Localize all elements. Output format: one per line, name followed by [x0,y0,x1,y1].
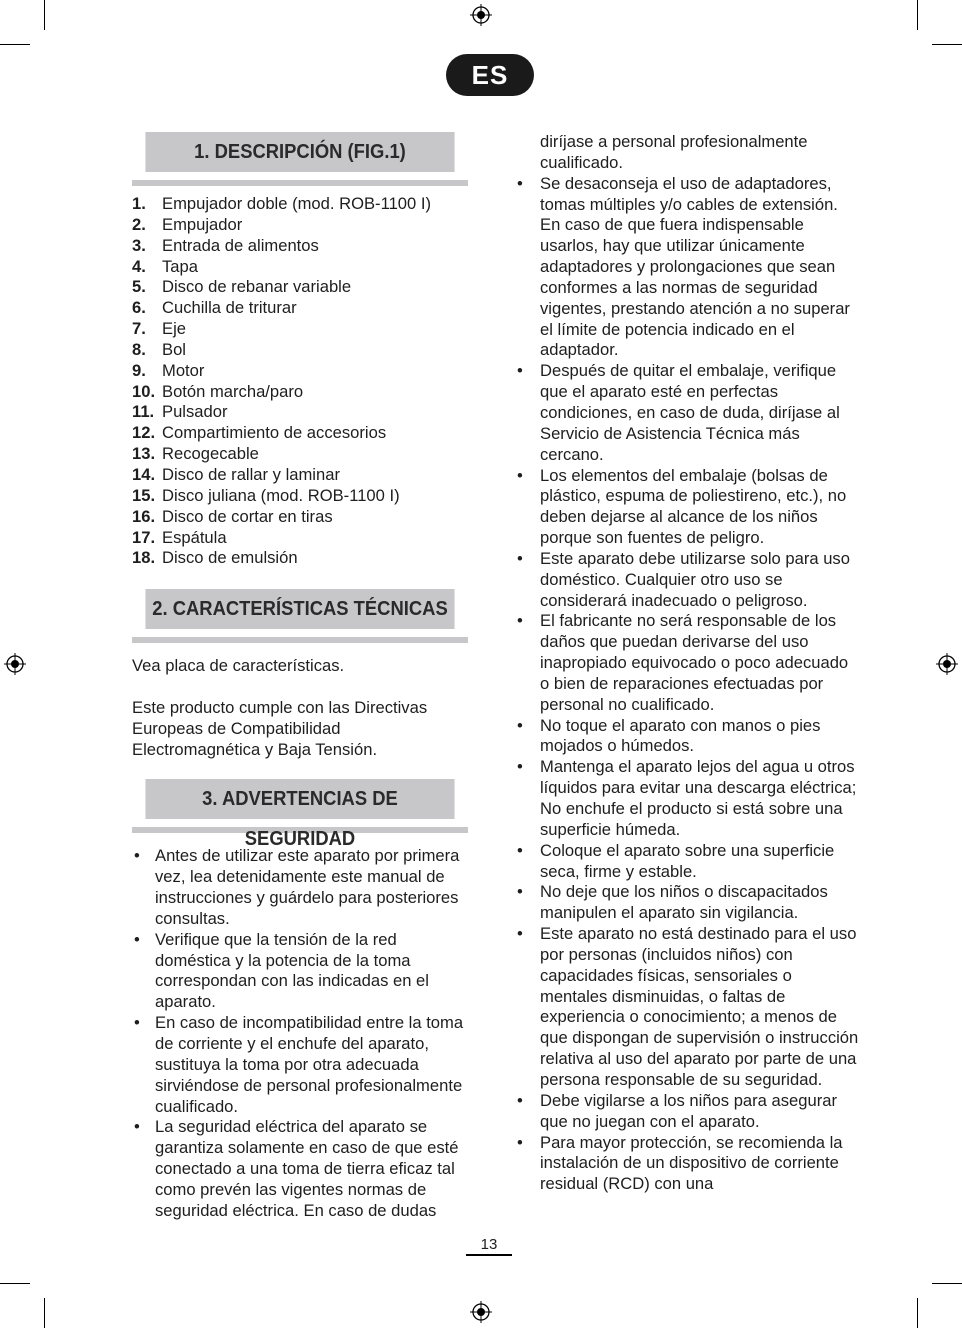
part-label: Espátula [162,527,227,547]
part-number: 9. [132,360,146,380]
part-label: Recogecable [162,444,259,464]
registration-mark-icon [936,653,958,675]
part-item [132,340,468,361]
part-item [132,444,468,465]
language-badge: ES [446,54,534,96]
part-label: Motor [162,360,205,380]
part-number: 15. [132,485,156,505]
part-number: 13. [132,444,156,464]
part-item [132,382,468,403]
part-item [132,215,468,236]
part-item [132,486,468,507]
part-number: 8. [132,339,146,359]
section-title-descripcion: 1. DESCRIPCIÓN (FIG.1) [145,132,454,172]
warning-item: • No deje que los niños o discapacitados manipulen el aparato sin vigilancia. [515,882,860,924]
parts-list [132,194,468,569]
registration-mark-icon [4,653,26,675]
part-item [132,423,468,444]
part-label: Cuchilla de triturar [162,298,297,318]
section-divider [132,180,468,186]
specs-paragraph: Vea placa de características. [132,656,345,676]
part-number: 17. [132,527,156,547]
warning-item: • Verifique que la tensión de la red doméstica y la potencia de la toma correspondan con las indicadas en el aparato. [132,930,468,1013]
part-label: Compartimiento de accesorios [162,423,387,443]
warning-item: • Después de quitar el embalaje, verifique que el aparato esté en perfectas condiciones, en caso de duda, diríjase al Servicio de Asistencia Técnica más cercano. [515,361,860,465]
part-item [132,194,468,215]
section-divider [132,637,468,643]
warning-item: • Este aparato no está destinado para el uso por personas (incluidos niños) con capacidades físicas, sensoriales o mentales disminuidas, o faltas de experiencia o conocimiento; a menos de que dispongan de supervisión o instrucción relativa al uso del aparato por parte de una persona responsable de su seguridad. [515,924,860,1091]
page-number: 13 [480,1236,498,1253]
part-number: 5. [132,277,146,297]
warning-item: • Coloque el aparato sobre una superficie seca, firme y estable. [515,841,860,883]
section-title-caracteristicas: 2. CARACTERÍSTICAS TÉCNICAS [145,589,454,629]
part-item [132,402,468,423]
crop-mark [932,1283,962,1284]
part-item [132,277,468,298]
part-label: Disco juliana (mod. ROB-1100 I) [162,485,400,505]
crop-mark [44,0,45,30]
warning-item: • Antes de utilizar este aparato por primera vez, lea detenidamente este manual de instrucciones y guárdelo para posteriores consultas. [132,846,468,929]
part-item [132,236,468,257]
crop-mark [0,44,30,45]
part-label: Botón marcha/paro [162,381,304,401]
warning-item: • En caso de incompatibilidad entre la toma de corriente y el enchufe del aparato, sustituya la toma por otra adecuada sirviéndose de personal profesionalmente cualificado. [132,1013,468,1117]
continuation-text: diríjase a personal profesionalmente cualificado. [540,132,808,172]
crop-mark [917,1298,918,1328]
part-label: Disco de rallar y laminar [162,464,340,484]
warning-item: • Este aparato debe utilizarse solo para uso doméstico. Cualquier otro uso se considerará inadecuado o peligroso. [515,549,860,612]
warning-item: • Debe vigilarse a los niños para asegurar que no juegan con el aparato. [515,1091,860,1133]
warning-item: • Los elementos del embalaje (bolsas de plástico, espuma de poliestireno, etc.), no deben dejarse al alcance de los niños porque son fuentes de peligro. [515,466,860,549]
part-label: Disco de emulsión [162,548,298,568]
part-item [132,528,468,549]
part-label: Disco de cortar en tiras [162,506,333,526]
registration-mark-icon [470,1301,492,1323]
part-number: 2. [132,214,146,234]
crop-mark [917,0,918,30]
crop-mark [932,44,962,45]
part-number: 1. [132,194,146,213]
part-number: 11. [132,402,155,422]
part-label: Eje [162,319,186,339]
section-title-advertencias: 3. ADVERTENCIAS DE SEGURIDAD [145,779,454,819]
warning-item: • El fabricante no será responsable de los daños que puedan derivarse del uso inapropiado equivocado o poco adecuado o bien de reparaciones efectuadas por personal no cualificado. [515,611,860,715]
safety-warnings-list [132,846,468,1221]
part-label: Disco de rebanar variable [162,277,352,297]
part-number: 10. [132,381,156,401]
part-number: 3. [132,235,146,255]
part-number: 18. [132,548,156,568]
right-column [515,132,860,1195]
part-label: Entrada de alimentos [162,235,319,255]
safety-warnings-list-continued [515,174,860,1195]
part-item [132,548,468,569]
part-number: 16. [132,506,156,526]
part-item [132,361,468,382]
part-number: 4. [132,256,146,276]
part-item [132,319,468,340]
warning-item: • No toque el aparato con manos o pies mojados o húmedos. [515,716,860,758]
warning-item: • Se desaconseja el uso de adaptadores, tomas múltiples y/o cables de extensión. En caso de que fuera indispensable usarlos, hay que utilizar únicamente adaptadores y prolongaciones que sean conformes a las normas de seguridad vigentes, prestando atención a no superar el límite de potencia indicado en el adaptador. [515,174,860,362]
part-label: Bol [162,339,186,359]
registration-mark-icon [470,4,492,26]
part-number: 12. [132,423,156,443]
part-item [132,257,468,278]
part-number: 6. [132,298,146,318]
compliance-paragraph: Este producto cumple con las Directivas Europeas de Compatibilidad Electromagnética y Baja Tensión. [132,697,428,759]
left-column [132,132,468,1222]
part-label: Empujador [162,214,243,234]
crop-mark [44,1298,45,1328]
part-number: 7. [132,319,146,339]
part-item [132,298,468,319]
part-number: 14. [132,464,156,484]
page-number-rule [466,1254,512,1256]
warning-item: • Mantenga el aparato lejos del agua u otros líquidos para evitar una descarga eléctrica; No enchufe el producto si está sobre una superficie húmeda. [515,757,860,840]
crop-mark [0,1283,30,1284]
part-label: Tapa [162,256,198,276]
part-item [132,465,468,486]
part-label: Empujador doble (mod. ROB-1100 I) [162,194,432,213]
warning-item: • La seguridad eléctrica del aparato se garantiza solamente en caso de que esté conectado a una toma de tierra eficaz tal como prevén las vigentes normas de seguridad eléctrica. En caso de dudas [132,1117,468,1221]
warning-item: • Para mayor protección, se recomienda la instalación de un dispositivo de corriente residual (RCD) con una [515,1133,860,1196]
part-item [132,507,468,528]
part-label: Pulsador [162,402,228,422]
